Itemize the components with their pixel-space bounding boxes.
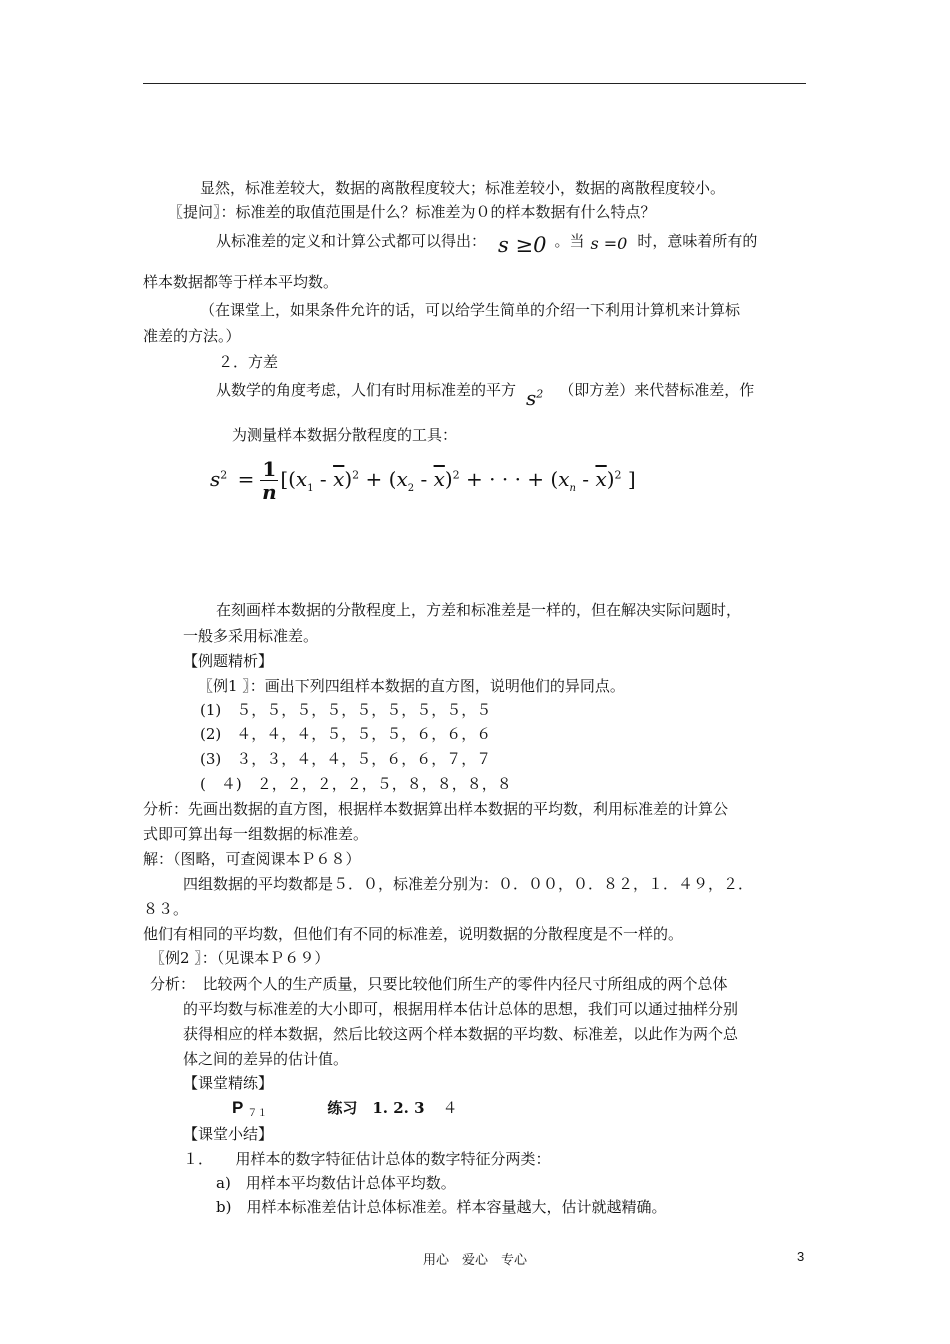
heading-class-summary: 【课堂小结】 <box>183 1125 274 1143</box>
data-row-4: ( ４) ２，２，２，２，５，８，８，８，８ <box>200 775 512 793</box>
heading-example-analysis: 【例题精析】 <box>183 652 274 670</box>
practice-reference <box>232 1098 458 1124</box>
data-row-3: (3) ３，３，４，４，５，６，６，７，７ <box>200 750 492 768</box>
paragraph: 显然，标准差较大，数据的离散程度较大；标准差较小，数据的离散程度较小。 <box>200 179 726 197</box>
paragraph-std-range <box>216 231 757 255</box>
paragraph: 准差的方法。） <box>143 327 241 345</box>
analysis-2-line-2: 的平均数与标准差的大小即可，根据用样本估计总体的思想，我们可以通过抽样分别 <box>183 1000 739 1018</box>
question-paragraph: 〖提问〗：标准差的取值范围是什么？标准差为０的样本数据有什么特点？ <box>168 203 656 221</box>
example-1: 〖例1 〗：画出下列四组样本数据的直方图，说明他们的异同点。 <box>198 677 625 695</box>
analysis-1-cont: 式即可算出每一组数据的标准差。 <box>143 825 369 843</box>
result-1: 四组数据的平均数都是５．０，标准差分别为：０．００，０．８２，１．４９，２． <box>183 875 754 893</box>
section-heading-variance: ２．方差 <box>218 353 279 371</box>
text: 从标准差的定义和计算公式都可以得出： <box>216 232 487 250</box>
variance-formula: $s^2$ = $\frac{1}{n}$ [$(x_1 - \overline{x})^2 + (x_2 - \overline{x})^2$ + · · · + $(x_n - \overline{x})^2$ ] <box>210 457 636 504</box>
paragraph: 样本数据都等于样本平均数。 <box>143 273 339 291</box>
paragraph: 在刻画样本数据的分散程度上，方差和标准差是一样的，但在解决实际问题时， <box>216 601 742 619</box>
practice-label: 练习 1. 2. 3 <box>327 1099 425 1117</box>
solution: 解：（图略，可查阅课本Ｐ６８） <box>143 850 361 868</box>
text: 从数学的角度考虑，人们有时用标准差的平方 <box>216 381 517 399</box>
data-row-2: (2) ４，４，４，５，５，５，６，６，６ <box>200 725 492 743</box>
summary-item-1: １． 用样本的数字特征估计总体的数字特征分两类： <box>183 1150 551 1168</box>
math-s-squared: $s^2$ <box>526 386 544 410</box>
result-2: 他们有相同的平均数，但他们有不同的标准差，说明数据的分散程度是不一样的。 <box>143 925 684 943</box>
practice-p: P <box>232 1098 244 1117</box>
text: （即方差）来代替标准差，作 <box>559 381 755 399</box>
analysis-2-line-4: 体之间的差异的估计值。 <box>183 1050 349 1068</box>
paragraph: 一般多采用标准差。 <box>183 627 319 645</box>
example-2: 〖例2 〗：（见课本Ｐ６９） <box>150 949 330 967</box>
paragraph: （在课堂上，如果条件允许的话，可以给学生简单的介绍一下利用计算机来计算标 <box>200 301 741 319</box>
data-row-1: (1) ５，５，５，５，５，５，５，５，５ <box>200 701 492 719</box>
analysis-2-line-3: 获得相应的样本数据，然后比较这两个样本数据的平均数、标准差，以此作为两个总 <box>183 1025 739 1043</box>
practice-item-4: ４ <box>442 1099 458 1117</box>
math-s-eq-0: s =0 <box>590 234 628 253</box>
heading-class-practice: 【课堂精练】 <box>183 1074 274 1092</box>
result-1-cont: ８３。 <box>143 900 189 918</box>
fraction-1-over-n: $\frac{1}{n}$ <box>262 457 277 504</box>
footer-motto: 用心 爱心 专心 <box>422 1253 527 1268</box>
text: 时，意味着所有的 <box>637 232 758 250</box>
page-number: 3 <box>797 1249 805 1264</box>
paragraph-variance <box>216 380 754 408</box>
paragraph: 为测量样本数据分散程度的工具： <box>232 426 458 444</box>
analysis-1: 分析：先画出数据的直方图，根据样本数据算出样本数据的平均数，利用标准差的计算公 <box>143 800 729 818</box>
practice-page-number: ７１ <box>247 1108 268 1119</box>
analysis-2: 分析： 比较两个人的生产质量，只要比较他们所生产的零件内径尺寸所组成的两个总体 <box>150 975 728 993</box>
text: 。当 <box>554 232 585 250</box>
math-s-geq-0: s ≥0 <box>498 233 547 257</box>
header-rule <box>143 83 806 84</box>
summary-item-b: b) 用样本标准差估计总体标准差。样本容量越大，估计就越精确。 <box>216 1198 667 1216</box>
summary-item-a: a) 用样本平均数估计总体平均数。 <box>216 1174 456 1192</box>
